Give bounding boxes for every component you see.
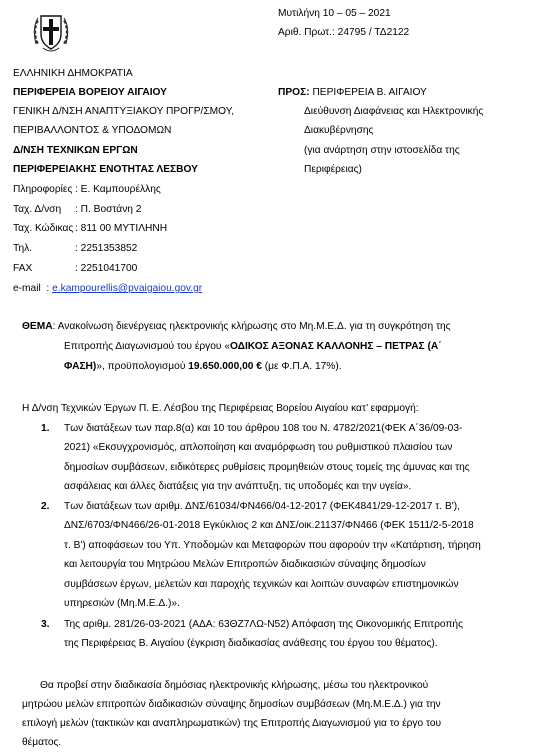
contact-label: Πληροφορίες [13,184,73,195]
email-sep: : [46,283,50,294]
contact-label: Τηλ. [13,243,33,254]
project-title-cont: ΦΑΣΗ) [64,361,97,372]
subject-line-1 [22,321,451,332]
place-date: Μυτιλήνη 10 – 05 – 2021 [278,8,391,19]
email-link[interactable]: e.kampourellis@pvaigaiou.gov.gr [52,283,203,294]
contact-fax [13,263,137,274]
list-item-line: Της αριθμ. 281/26-03-2021 (ΑΔΑ: 63ΘΖ7ΛΩ-Ν52) Απόφαση της Οικονομικής Επιτροπής [64,619,463,630]
list-item-line: ασφάλειας και άλλες διατάξεις για την ανάπτυξη, τις υποδομές και την υγεία». [64,481,412,492]
list-item-line: υπηρεσιών (Μη.Μ.Ε.Δ.)». [64,598,180,609]
list-item-line: δημοσίων συμβάσεων, ειδικότερες ρυθμίσεις προμηθειών στους τομείς της άμυνας και της [64,462,470,473]
contact-label: Ταχ. Κώδικας [13,223,74,234]
intro-text: Η Δ/νση Τεχνικών Έργων Π. Ε. Λέσβου της Περιφέρειας Βορείου Αιγαίου κατ’ εφαρμογή: [22,403,419,414]
list-item-line: και λειτουργία του Μητρώου Μελών Επιτροπών διαδικασιών σύναψης δημοσίων [64,559,426,570]
list-item-line: της Περιφέρειας Β. Αιγαίου (έγκριση διαδικασίας ανάθεσης του έργου του θέματος). [64,638,438,649]
region-name: ΠΕΡΙΦΕΡΕΙΑ ΒΟΡΕΙΟΥ ΑΙΓΑΙΟΥ [13,87,167,98]
list-item-line: Των διατάξεων των αριθμ. ΔΝΣ/61034/ΦΝ466/04-12-2017 (ΦΕΚ4841/29-12-2017 τ. Β'), [64,501,460,512]
list-item-line: Των διατάξεων των παρ.8(α) και 10 του άρθρου 108 του Ν. 4782/2021(ΦΕΚ Α΄36/09-03- [64,423,463,434]
list-number: 3. [41,619,50,630]
closing-line: Θα προβεί στην διαδικασία δημόσιας ηλεκτρονικής κλήρωσης, μέσω του ηλεκτρονικού [40,680,429,691]
subject-text: (με Φ.Π.Α. 17%). [261,361,342,372]
recipient-name: ΠΕΡΙΦΕΡΕΙΑ Β. ΑΙΓΑΙΟΥ [312,87,427,98]
budget-amount: 19.650.000,00 € [188,361,262,372]
recipient-heading [278,87,427,98]
recipient-line: Διεύθυνση Διαφάνειας και Ηλεκτρονικής [304,106,484,117]
contact-label: FAX [13,263,33,274]
subject-line-3 [64,361,342,372]
project-title: ΟΔΙΚΟΣ ΑΞΟΝΑΣ ΚΑΛΛΟΝΗΣ – ΠΕΤΡΑΣ (Α΄ [230,341,442,352]
recipient-line: (για ανάρτηση στην ιστοσελίδα της [304,145,460,156]
general-directorate: ΓΕΝΙΚΗ Δ/ΝΣΗ ΑΝΑΠΤΥΞΙΑΚΟΥ ΠΡΟΓΡ/ΣΜΟΥ, [13,106,235,117]
list-number: 2. [41,501,50,512]
list-item-line: τ. Β') αποφάσεων του Υπ. Υποδομών και Μεταφορών που αφορούν την «Κατάρτιση, τήρηση [64,540,481,551]
closing-line: μητρώου μελών επιτροπών διαδικασιών σύναψης δημοσίων συμβάσεων (Μη.Μ.Ε.Δ.) για την [22,699,441,710]
contact-address [13,204,141,215]
contact-value: : 2251353852 [75,243,138,254]
protocol-number: Αριθ. Πρωτ.: 24795 / ΤΔ2122 [278,27,410,38]
republic-name: ΕΛΛΗΝΙΚΗ ΔΗΜΟΚΡΑΤΙΑ [13,68,133,79]
subject-label: ΘΕΜΑ [22,321,53,332]
list-number: 1. [41,423,50,434]
email-label: e-mail [13,283,41,294]
contact-value: : 811 00 ΜΥΤΙΛΗΝΗ [75,223,168,234]
subject-text: », προϋπολογισμού [96,361,189,372]
contact-phone [13,243,137,254]
list-item-line: 2021) «Εκσυγχρονισμός, απλοποίηση και αναμόρφωση του ρυθμιστικού πλαισίου των [64,442,453,453]
contact-info [13,184,161,195]
directorate-technical-works: Δ/ΝΣΗ ΤΕΧΝΙΚΩΝ ΕΡΓΩΝ [13,145,138,156]
contact-value: : Ε. Καμπουρέλλης [75,184,161,195]
contact-postcode [13,223,167,234]
contact-value: : 2251041700 [75,263,138,274]
list-item-line: συμβάσεων έργων, μελετών και παροχής τεχνικών και λοιπών συναφών επιστημονικών [64,579,459,590]
subject-text: : Ανακοίνωση διενέργειας ηλεκτρονικής κλήρωσης στο Μη.Μ.Ε.Δ. για τη συγκρότηση της [52,321,451,332]
contact-value: : Π. Βοστάνη 2 [75,204,142,215]
recipient-label: ΠΡΟΣ: [278,87,310,98]
subject-line-2 [64,341,442,352]
subject-text: Επιτροπής Διαγωνισμού του έργου « [64,341,230,352]
recipient-line: Διακυβέρνησης [304,125,374,136]
recipient-line: Περιφέρειας) [304,164,362,175]
contact-email [13,283,202,294]
closing-line: επιλογή μελών (τακτικών και αναπληρωματικών) της Επιτροπής Διαγωνισμού για το έργο του [22,718,442,729]
regional-unit: ΠΕΡΙΦΕΡΕΙΑΚΗΣ ΕΝΟΤΗΤΑΣ ΛΕΣΒΟΥ [13,164,198,175]
general-directorate-cont: ΠΕΡΙΒΑΛΛΟΝΤΟΣ & ΥΠΟΔΟΜΩΝ [13,125,172,136]
contact-label: Ταχ. Δ/νση [13,204,62,215]
closing-line: θέματος. [22,737,62,748]
list-item-line: ΔΝΣ/6703/ΦΝ466/26-01-2018 Εγκύκλιος 2 και ΔΝΣ/οικ.21137/ΦΝ466 (ΦΕΚ 1511/2-5-2018 [64,520,474,531]
greek-coat-of-arms-icon [30,8,72,56]
